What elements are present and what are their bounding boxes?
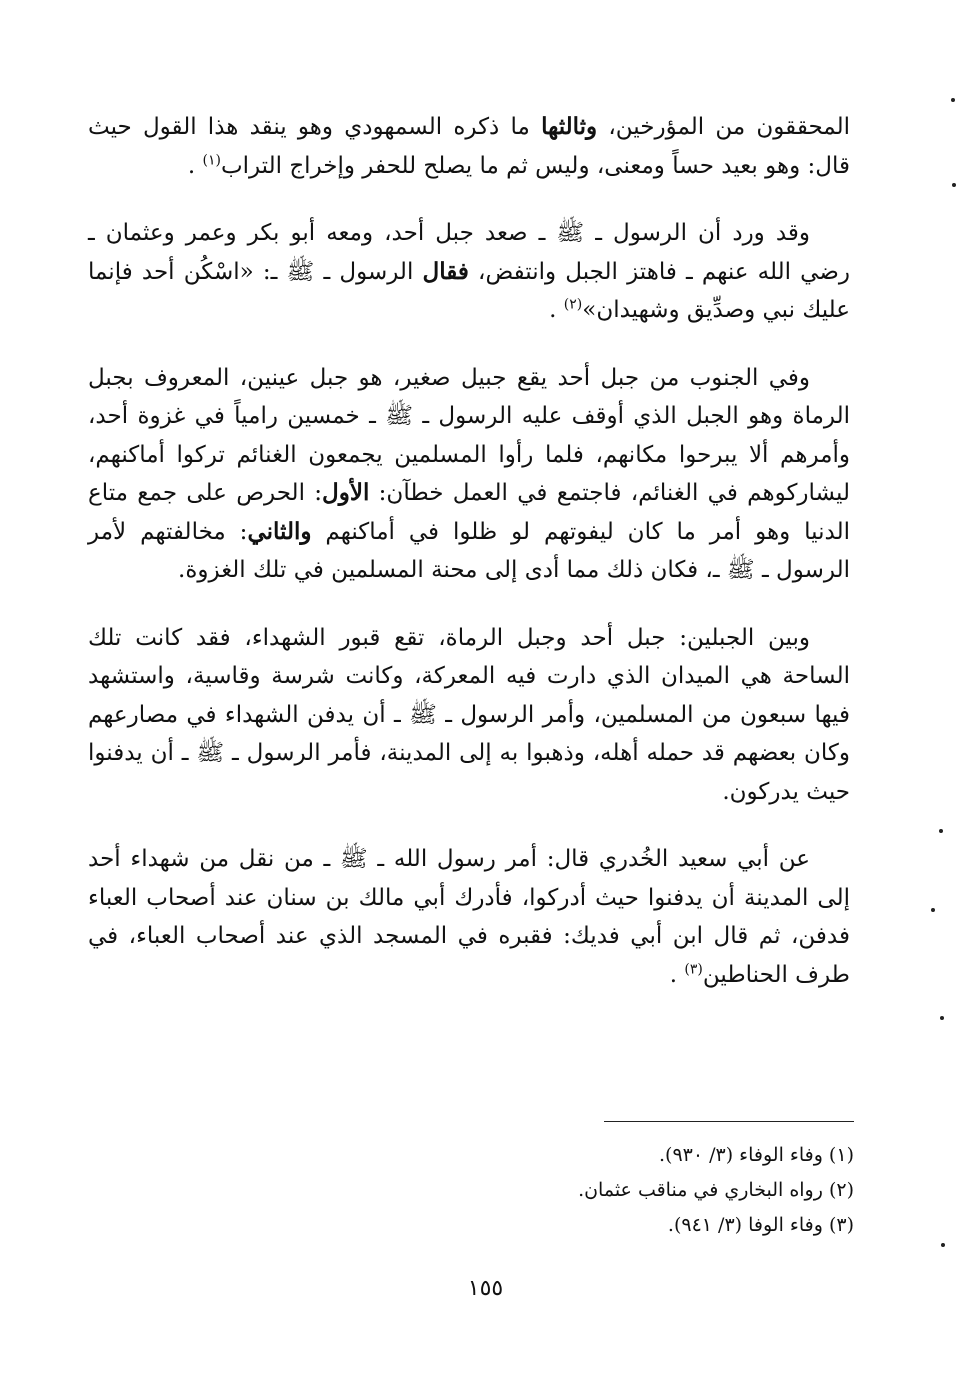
paragraph-5 <box>88 840 850 994</box>
paragraph-3 <box>88 359 850 590</box>
footnote-3: (٣) وفاء الوفا (٣/ ٩٤١). <box>667 1214 854 1236</box>
footnote-1: (١) وفاء الوفاء (٣/ ٩٣٠). <box>658 1144 854 1166</box>
text-run: . <box>187 152 203 179</box>
text-run: : الحرص على جمع متاع الدنيا وهو أمر ما كان ليفوتهم لو ظلوا في أماكنهم <box>88 480 850 545</box>
paragraph-2 <box>88 214 850 330</box>
bold-text: وثالثها <box>541 113 598 140</box>
scan-speck <box>931 908 935 912</box>
text-run: : مخالفتهم لأمر الرسول ـ ﷺ ـ، فكان ذلك مما أدى إلى محنة المسلمين في تلك الغزوة. <box>88 518 850 583</box>
text-run: ما ذكره السمهودي وهو ينقد هذا القول حيث قال: وهو بعيد حساً ومعنى، وليس ثم ما يصلح للحفر وإخراج التراب <box>88 114 850 179</box>
text-run: وبين الجبلين: جبل أحد وجبل الرماة، تقع قبور الشهداء، فقد كانت تلك الساحة هي الميدان الذي دارت فيه المعركة، وكانت شرسة وقاسية، واستشهد فيها سبعون من المسلمين، وأمر الرسول ـ ﷺ ـ أن يدفن الشهداء في مصارعهم وكان بعضهم قد حمله أهله، وذهبوا به إلى المدينة، فأمر الرسول ـ ﷺ ـ أن يدفنوا حيث يدركون. <box>88 624 850 805</box>
page-number: ١٥٥ <box>467 1276 504 1301</box>
footnote-separator <box>604 1121 854 1122</box>
text-run: الرسول ـ ﷺ ـ: «اسْكُن أحد فإنما عليك نبي وصدِّيق وشهيدان» <box>88 258 850 323</box>
footnote-ref: (٢) <box>563 296 583 313</box>
scan-speck <box>940 1016 944 1020</box>
footnote-ref: (٣) <box>684 960 703 977</box>
scan-speck <box>952 183 956 187</box>
bold-text: فقال <box>422 257 469 285</box>
scan-speck <box>939 829 943 833</box>
footnote-ref: (١) <box>202 151 221 168</box>
bold-text: والثاني <box>247 517 312 545</box>
text-run: عن أبي سعيد الخُدري قال: أمر رسول الله ـ ﷺ ـ من نقل من شهداء أحد إلى المدينة أن يدفنوا حيث أدركوا، فأدرك أبي مالك بن سنان عند أصحاب العباء فدفن، ثم قال ابن أبي فديك: فقبره في المسجد الذي عند أصحاب العباء، في طرف الحناطين <box>88 846 850 988</box>
paragraph-1 <box>88 108 850 185</box>
scan-speck <box>951 98 955 102</box>
paragraph-4 <box>88 619 850 812</box>
page-body <box>88 108 850 1023</box>
text-run: وقد ورد أن الرسول ـ ﷺ ـ صعد جبل أحد، ومعه أبو بكر وعمر وعثمان ـ رضي الله عنهم ـ فاهتز الجبل وانتفض، <box>88 220 850 285</box>
text-run: المحققون من المؤرخين، <box>597 114 850 140</box>
scan-speck <box>941 1243 945 1247</box>
footnotes <box>114 1138 854 1243</box>
text-run: . <box>669 961 685 988</box>
text-run: . <box>549 297 564 323</box>
text-run: وفي الجنوب من جبل أحد يقع جبيل صغير، هو جبل عينين، المعروف بجبل الرماة وهو الجبل الذي أوقف عليه الرسول ـ ﷺ ـ خمسين رامياً في غزوة أحد، وأمرهم ألا يبرحوا مكانهم، فلما رأوا المسلمين يجمعون الغنائم تركوا أماكنهم، ليشاركوهم في الغنائم، فاجتمع في العمل خطآن: <box>88 364 850 506</box>
footnote-2: (٢) رواه البخاري في مناقب عثمان. <box>578 1179 854 1201</box>
bold-text: الأول <box>322 479 370 506</box>
